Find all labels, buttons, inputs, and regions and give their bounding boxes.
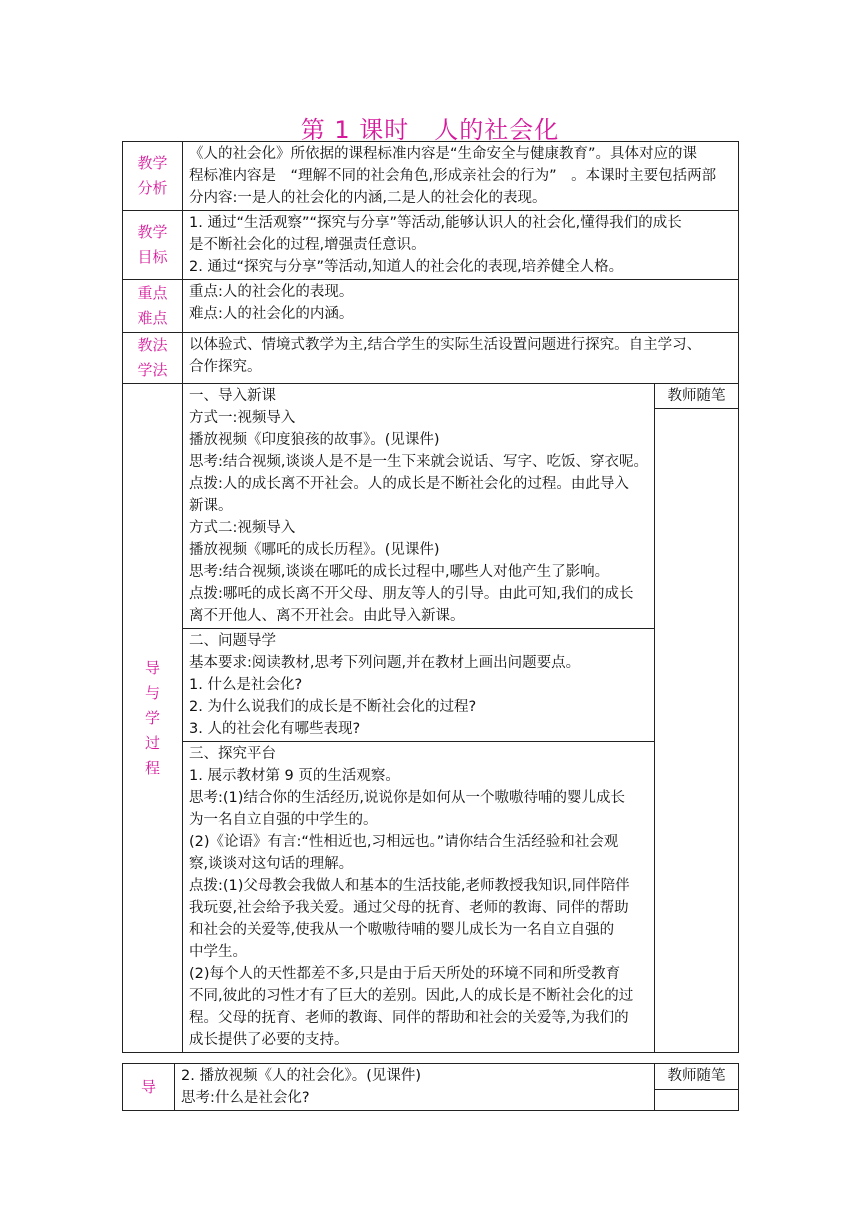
label-line: 难点 bbox=[137, 309, 168, 327]
text-line: (2)每个人的天性都差不多,只是由于后天所处的环境不同和所受教育 bbox=[189, 966, 621, 982]
text-line: 思考:(1)结合你的生活经历,说说你是如何从一个嗷嗷待哺的婴儿成长 bbox=[189, 790, 626, 806]
text-line: 点拨:人的成长离不开社会。人的成长是不断社会化的过程。由此导入 bbox=[189, 476, 629, 492]
text-line: 离不开他人、离不开社会。由此导入新课。 bbox=[189, 608, 465, 624]
text-line: (2)《论语》有言:“性相近也,习相远也。”请你结合生活经验和社会观 bbox=[189, 834, 619, 850]
text-line: 3. 人的社会化有哪些表现? bbox=[189, 721, 361, 737]
text-line: 《人的社会化》所依据的课程标准内容是“生命安全与健康教育”。具体对应的课 bbox=[189, 146, 698, 162]
row-goals bbox=[123, 211, 739, 280]
text-line: 方式一:视频导入 bbox=[189, 410, 296, 426]
text-line: 1. 什么是社会化? bbox=[189, 677, 303, 693]
text-line: 1. 通过“生活观察”“探究与分享”等活动,能够认识人的社会化,懂得我们的成长 bbox=[189, 215, 682, 231]
row-methods bbox=[123, 333, 739, 384]
section-intro bbox=[183, 384, 655, 629]
text-line: 程标准内容是 “理解不同的社会角色,形成亲社会的行为” 。本课时主要包括两部 bbox=[189, 168, 717, 184]
label-line: 教学 bbox=[137, 154, 168, 172]
text-line: 合作探究。 bbox=[189, 359, 262, 375]
label-goals bbox=[123, 211, 183, 280]
text-line: 程。父母的抚育、老师的教诲、同伴的帮助和社会的关爱等,为我们的 bbox=[189, 1010, 629, 1026]
label-line: 导 bbox=[144, 658, 160, 677]
notes-area[interactable] bbox=[655, 1089, 739, 1110]
row-process-4 bbox=[123, 742, 739, 1053]
label-process bbox=[123, 384, 183, 1053]
text-line: 以体验式、情境式教学为主,结合学生的实际生活设置问题进行探究。自主学习、 bbox=[189, 337, 702, 353]
label-line: 教学 bbox=[137, 223, 168, 241]
content-methods bbox=[183, 333, 739, 384]
label-line: 目标 bbox=[137, 248, 168, 266]
text-line: 方式二:视频导入 bbox=[189, 520, 296, 536]
label-cont: 导 bbox=[123, 1064, 175, 1111]
text-line: 为一名自立自强的中学生的。 bbox=[189, 812, 378, 828]
text-line: 播放视频《哪吒的成长历程》。(见课件) bbox=[189, 542, 440, 558]
label-line: 过 bbox=[144, 733, 160, 752]
text-line: 二、问题导学 bbox=[189, 633, 276, 649]
text-line: 察,谈谈对这句话的理解。 bbox=[189, 856, 354, 872]
text-line: 中学生。 bbox=[189, 944, 247, 960]
text-line: 三、探究平台 bbox=[189, 746, 276, 762]
text-line: 2. 通过“探究与分享”等活动,知道人的社会化的表现,培养健全人格。 bbox=[189, 259, 624, 275]
text-line: 思考:结合视频,谈谈在哪吒的成长过程中,哪些人对他产生了影响。 bbox=[189, 564, 610, 580]
text-line: 一、导入新课 bbox=[189, 388, 276, 404]
text-line: 基本要求:阅读教材,思考下列问题,并在教材上画出问题要点。 bbox=[189, 655, 581, 671]
content-goals bbox=[183, 211, 739, 280]
label-methods bbox=[123, 333, 183, 384]
text-line: 新课。 bbox=[189, 498, 233, 514]
notes-header: 教师随笔 bbox=[655, 384, 739, 409]
section-cont bbox=[175, 1064, 655, 1111]
label-analysis bbox=[123, 142, 183, 211]
text-line: 播放视频《印度狼孩的故事》。(见课件) bbox=[189, 432, 440, 448]
label-line: 学 bbox=[144, 708, 160, 727]
text-line: 思考:结合视频,谈谈人是不是一生下来就会说话、写字、吃饭、穿衣呢。 bbox=[189, 454, 648, 470]
label-line: 分析 bbox=[137, 179, 168, 197]
text-line: 和社会的关爱等,使我从一个嗷嗷待哺的婴儿成长为一名自立自强的 bbox=[189, 922, 615, 938]
text-line: 难点:人的社会化的内涵。 bbox=[189, 306, 354, 322]
row-process-3 bbox=[123, 629, 739, 742]
text-line: 我玩耍,社会给予我关爱。通过父母的抚育、老师的教诲、同伴的帮助 bbox=[189, 900, 629, 916]
row-cont-1 bbox=[123, 1064, 739, 1090]
text-line: 2. 为什么说我们的成长是不断社会化的过程? bbox=[189, 699, 477, 715]
text-line: 思考:什么是社会化? bbox=[181, 1090, 310, 1106]
continuation-table bbox=[122, 1063, 739, 1111]
label-line: 与 bbox=[144, 683, 160, 702]
notes-area[interactable] bbox=[655, 409, 739, 1053]
notes-header: 教师随笔 bbox=[655, 1064, 739, 1090]
label-keypoints bbox=[123, 280, 183, 333]
lesson-plan-table bbox=[122, 141, 739, 1053]
row-keypoints bbox=[123, 280, 739, 333]
row-process-1 bbox=[123, 384, 739, 409]
text-line: 分内容:一是人的社会化的内涵,二是人的社会化的表现。 bbox=[189, 190, 547, 206]
text-line: 成长提供了必要的支持。 bbox=[189, 1032, 349, 1048]
label-line: 程 bbox=[144, 758, 160, 777]
text-line: 是不断社会化的过程,增强责任意识。 bbox=[189, 237, 426, 253]
content-keypoints bbox=[183, 280, 739, 333]
text-line: 2. 播放视频《人的社会化》。(见课件) bbox=[181, 1068, 422, 1084]
text-line: 1. 展示教材第 9 页的生活观察。 bbox=[189, 768, 400, 784]
text-line: 不同,彼此的习性才有了巨大的差别。因此,人的成长是不断社会化的过 bbox=[189, 988, 634, 1004]
text-line: 重点:人的社会化的表现。 bbox=[189, 284, 354, 300]
label-line: 重点 bbox=[137, 284, 168, 302]
section-questions bbox=[183, 629, 655, 742]
label-line: 学法 bbox=[137, 361, 168, 379]
section-explore bbox=[183, 742, 655, 1053]
page-title: 第 1 课时 人的社会化 bbox=[300, 116, 560, 144]
row-analysis bbox=[123, 142, 739, 211]
text-line: 点拨:(1)父母教会我做人和基本的生活技能,老师教授我知识,同伴陪伴 bbox=[189, 878, 630, 894]
content-analysis bbox=[183, 142, 739, 211]
text-line: 点拨:哪吒的成长离不开父母、朋友等人的引导。由此可知,我们的成长 bbox=[189, 586, 634, 602]
label-line: 教法 bbox=[137, 336, 168, 354]
